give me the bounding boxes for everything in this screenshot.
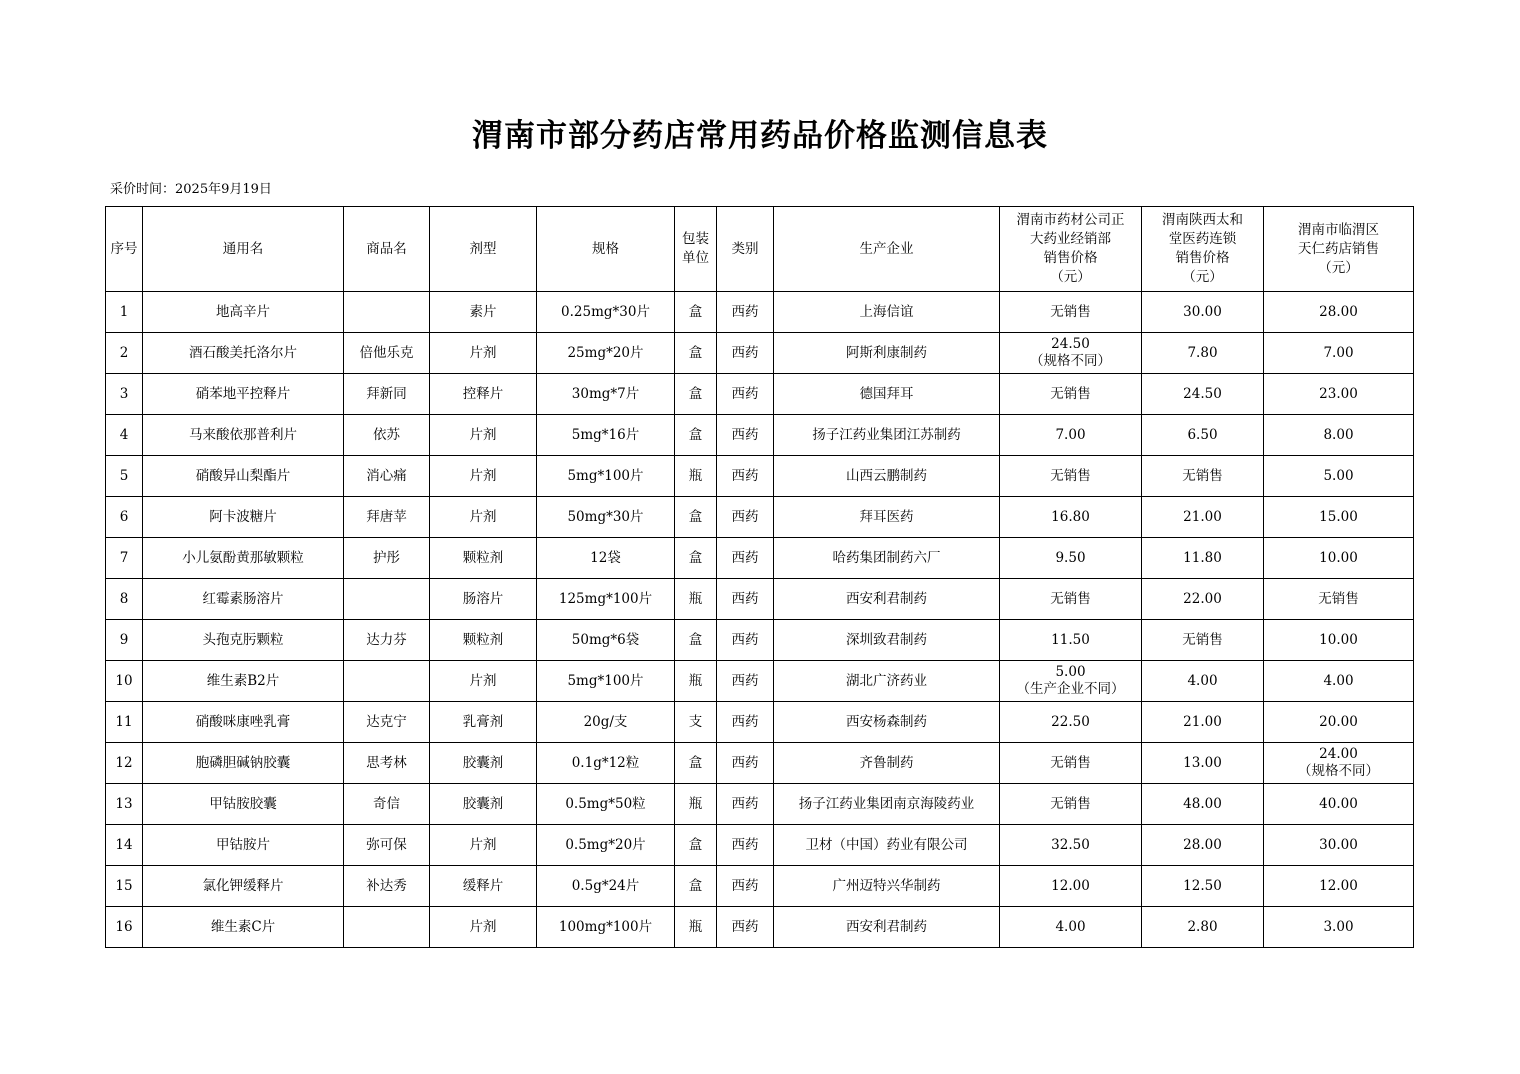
col-package-unit-cell: 盒 [675, 620, 717, 661]
col-category-cell: 西药 [717, 661, 774, 702]
col-manufacturer-cell: 扬子江药业集团南京海陵药业 [774, 784, 1000, 825]
col-specification-cell: 125mg*100片 [537, 579, 675, 620]
col-brand-name-cell: 依苏 [344, 415, 430, 456]
col-generic-name-cell: 维生素C片 [143, 907, 344, 948]
page-title: 渭南市部分药店常用药品价格监测信息表 [472, 118, 1048, 154]
col-brand-name-cell: 达克宁 [344, 702, 430, 743]
table-row [106, 497, 1414, 538]
col-brand-name-cell: 达力芬 [344, 620, 430, 661]
col-dosage-form-cell: 控释片 [430, 374, 537, 415]
col-price-store-2-cell: 21.00 [1142, 702, 1264, 743]
col-price-store-2-cell: 2.80 [1142, 907, 1264, 948]
col-category-cell: 西药 [717, 292, 774, 333]
col-specification-cell: 12袋 [537, 538, 675, 579]
col-price-store-2-cell: 30.00 [1142, 292, 1264, 333]
col-price-store-3-cell: 12.00 [1264, 866, 1414, 907]
col-brand-name-cell: 倍他乐克 [344, 333, 430, 374]
col-specification-header: 规格 [537, 207, 675, 292]
col-price-store-3-cell: 5.00 [1264, 456, 1414, 497]
col-dosage-form-cell: 素片 [430, 292, 537, 333]
col-price-store-3-cell: 无销售 [1264, 579, 1414, 620]
col-price-store-2-cell: 7.80 [1142, 333, 1264, 374]
col-category-cell: 西药 [717, 620, 774, 661]
col-price-store-3-cell: 8.00 [1264, 415, 1414, 456]
col-dosage-form-cell: 片剂 [430, 825, 537, 866]
col-index-cell: 6 [106, 497, 143, 538]
col-generic-name-cell: 红霉素肠溶片 [143, 579, 344, 620]
col-generic-name-cell: 酒石酸美托洛尔片 [143, 333, 344, 374]
col-package-unit-cell: 支 [675, 702, 717, 743]
col-dosage-form-cell: 片剂 [430, 456, 537, 497]
col-generic-name-cell: 硝苯地平控释片 [143, 374, 344, 415]
col-price-store-2-cell: 无销售 [1142, 456, 1264, 497]
col-brand-name-header: 商品名 [344, 207, 430, 292]
col-specification-cell: 0.5mg*50粒 [537, 784, 675, 825]
table-row [106, 784, 1414, 825]
col-price-store-3-cell: 7.00 [1264, 333, 1414, 374]
col-price-store-3-cell: 10.00 [1264, 620, 1414, 661]
table-row [106, 374, 1414, 415]
col-price-store-1-cell: 无销售 [1000, 292, 1142, 333]
col-category-cell: 西药 [717, 825, 774, 866]
col-category-cell: 西药 [717, 538, 774, 579]
col-generic-name-cell: 氯化钾缓释片 [143, 866, 344, 907]
col-generic-name-cell: 小儿氨酚黄那敏颗粒 [143, 538, 344, 579]
col-price-store-1-cell: 无销售 [1000, 579, 1142, 620]
col-price-store-2-cell: 24.50 [1142, 374, 1264, 415]
col-dosage-form-header: 剂型 [430, 207, 537, 292]
col-price-store-2-cell: 12.50 [1142, 866, 1264, 907]
price-note: （生产企业不同） [1016, 681, 1125, 697]
col-category-cell: 西药 [717, 456, 774, 497]
col-package-unit-cell: 瓶 [675, 784, 717, 825]
table-row [106, 743, 1414, 784]
col-brand-name-cell: 拜唐苹 [344, 497, 430, 538]
col-category-cell: 西药 [717, 374, 774, 415]
table-row [106, 620, 1414, 661]
col-dosage-form-cell: 片剂 [430, 333, 537, 374]
col-generic-name-cell: 头孢克肟颗粒 [143, 620, 344, 661]
col-package-unit-cell: 瓶 [675, 907, 717, 948]
col-dosage-form-cell: 颗粒剂 [430, 620, 537, 661]
price-note: （规格不同） [1298, 763, 1379, 779]
col-manufacturer-cell: 扬子江药业集团江苏制药 [774, 415, 1000, 456]
col-price-store-3-cell: 3.00 [1264, 907, 1414, 948]
table-row [106, 415, 1414, 456]
col-specification-cell: 0.5mg*20片 [537, 825, 675, 866]
col-package-unit-cell: 瓶 [675, 661, 717, 702]
col-generic-name-cell: 硝酸异山梨酯片 [143, 456, 344, 497]
col-index-cell: 8 [106, 579, 143, 620]
col-index-cell: 1 [106, 292, 143, 333]
col-specification-cell: 5mg*100片 [537, 456, 675, 497]
col-dosage-form-cell: 片剂 [430, 497, 537, 538]
col-manufacturer-cell: 西安杨森制药 [774, 702, 1000, 743]
col-price-store-3-cell: 4.00 [1264, 661, 1414, 702]
col-price-store-3-cell: 10.00 [1264, 538, 1414, 579]
col-specification-cell: 25mg*20片 [537, 333, 675, 374]
col-manufacturer-cell: 阿斯利康制药 [774, 333, 1000, 374]
col-brand-name-cell: 护彤 [344, 538, 430, 579]
col-index-cell: 13 [106, 784, 143, 825]
col-specification-cell: 0.5g*24片 [537, 866, 675, 907]
price-note: （规格不同） [1030, 353, 1111, 369]
col-dosage-form-cell: 片剂 [430, 907, 537, 948]
table-row [106, 292, 1414, 333]
table-row [106, 333, 1414, 374]
col-specification-cell: 100mg*100片 [537, 907, 675, 948]
col-category-cell: 西药 [717, 497, 774, 538]
col-brand-name-cell: 思考林 [344, 743, 430, 784]
col-brand-name-cell [344, 579, 430, 620]
col-price-store-3-cell: 30.00 [1264, 825, 1414, 866]
col-price-store-2-cell: 无销售 [1142, 620, 1264, 661]
col-category-cell: 西药 [717, 866, 774, 907]
col-index-cell: 2 [106, 333, 143, 374]
col-category-cell: 西药 [717, 415, 774, 456]
col-price-store-1-cell: 无销售 [1000, 374, 1142, 415]
col-dosage-form-cell: 片剂 [430, 415, 537, 456]
col-specification-cell: 0.1g*12粒 [537, 743, 675, 784]
col-category-cell: 西药 [717, 907, 774, 948]
col-brand-name-cell [344, 661, 430, 702]
price-table [105, 206, 1414, 948]
col-brand-name-cell: 奇信 [344, 784, 430, 825]
col-index-cell: 4 [106, 415, 143, 456]
col-index-cell: 3 [106, 374, 143, 415]
table-row [106, 456, 1414, 497]
col-index-cell: 12 [106, 743, 143, 784]
col-price-store-1-cell: 9.50 [1000, 538, 1142, 579]
col-dosage-form-cell: 颗粒剂 [430, 538, 537, 579]
col-package-unit-cell: 盒 [675, 538, 717, 579]
col-price-store-3-header: 渭南市临渭区 天仁药店销售 （元） [1264, 207, 1414, 292]
col-specification-cell: 5mg*16片 [537, 415, 675, 456]
col-manufacturer-cell: 德国拜耳 [774, 374, 1000, 415]
col-price-store-1-header: 渭南市药材公司正 大药业经销部 销售价格 （元） [1000, 207, 1142, 292]
col-dosage-form-cell: 缓释片 [430, 866, 537, 907]
col-price-store-2-cell: 13.00 [1142, 743, 1264, 784]
col-index-cell: 15 [106, 866, 143, 907]
col-category-cell: 西药 [717, 333, 774, 374]
col-category-cell: 西药 [717, 579, 774, 620]
col-specification-cell: 5mg*100片 [537, 661, 675, 702]
col-manufacturer-cell: 深圳致君制药 [774, 620, 1000, 661]
col-generic-name-cell: 地高辛片 [143, 292, 344, 333]
col-index-cell: 9 [106, 620, 143, 661]
table-row [106, 702, 1414, 743]
col-package-unit-cell: 盒 [675, 415, 717, 456]
col-brand-name-cell [344, 292, 430, 333]
col-specification-cell: 50mg*6袋 [537, 620, 675, 661]
col-dosage-form-cell: 肠溶片 [430, 579, 537, 620]
col-package-unit-cell: 盒 [675, 374, 717, 415]
col-generic-name-cell: 阿卡波糖片 [143, 497, 344, 538]
col-price-store-1-cell: 无销售 [1000, 784, 1142, 825]
col-category-cell: 西药 [717, 702, 774, 743]
col-specification-cell: 30mg*7片 [537, 374, 675, 415]
col-package-unit-header: 包装 单位 [675, 207, 717, 292]
col-generic-name-cell: 胞磷胆碱钠胶囊 [143, 743, 344, 784]
col-index-cell: 7 [106, 538, 143, 579]
col-dosage-form-cell: 乳膏剂 [430, 702, 537, 743]
col-price-store-1-cell: 24.50 （规格不同） [1000, 333, 1142, 374]
col-price-store-3-cell: 23.00 [1264, 374, 1414, 415]
col-category-cell: 西药 [717, 784, 774, 825]
col-index-header: 序号 [106, 207, 143, 292]
col-package-unit-cell: 盒 [675, 333, 717, 374]
col-price-store-3-cell: 28.00 [1264, 292, 1414, 333]
col-index-cell: 5 [106, 456, 143, 497]
col-manufacturer-cell: 广州迈特兴华制药 [774, 866, 1000, 907]
table-header-row [106, 207, 1414, 292]
col-price-store-1-cell: 12.00 [1000, 866, 1142, 907]
table-row [106, 538, 1414, 579]
col-price-store-2-cell: 21.00 [1142, 497, 1264, 538]
col-index-cell: 10 [106, 661, 143, 702]
col-price-store-1-cell: 无销售 [1000, 456, 1142, 497]
col-price-store-2-header: 渭南陕西太和 堂医药连锁 销售价格 （元） [1142, 207, 1264, 292]
col-price-store-1-cell: 16.80 [1000, 497, 1142, 538]
col-brand-name-cell: 弥可保 [344, 825, 430, 866]
col-price-store-3-cell: 20.00 [1264, 702, 1414, 743]
col-manufacturer-cell: 上海信谊 [774, 292, 1000, 333]
col-price-store-1-cell: 4.00 [1000, 907, 1142, 948]
table-body [106, 292, 1414, 948]
col-price-store-1-cell: 5.00 （生产企业不同） [1000, 661, 1142, 702]
col-manufacturer-cell: 拜耳医药 [774, 497, 1000, 538]
table-row [106, 579, 1414, 620]
col-price-store-1-cell: 无销售 [1000, 743, 1142, 784]
col-package-unit-cell: 盒 [675, 866, 717, 907]
col-manufacturer-cell: 西安利君制药 [774, 579, 1000, 620]
col-price-store-2-cell: 28.00 [1142, 825, 1264, 866]
col-dosage-form-cell: 胶囊剂 [430, 743, 537, 784]
col-package-unit-cell: 盒 [675, 743, 717, 784]
col-price-store-3-cell: 15.00 [1264, 497, 1414, 538]
col-generic-name-cell: 甲钴胺胶囊 [143, 784, 344, 825]
col-index-cell: 14 [106, 825, 143, 866]
col-index-cell: 16 [106, 907, 143, 948]
col-price-store-2-cell: 48.00 [1142, 784, 1264, 825]
col-dosage-form-cell: 胶囊剂 [430, 784, 537, 825]
col-package-unit-cell: 瓶 [675, 579, 717, 620]
col-price-store-3-cell: 40.00 [1264, 784, 1414, 825]
col-manufacturer-cell: 湖北广济药业 [774, 661, 1000, 702]
col-package-unit-cell: 盒 [675, 825, 717, 866]
col-manufacturer-cell: 山西云鹏制药 [774, 456, 1000, 497]
col-price-store-1-cell: 7.00 [1000, 415, 1142, 456]
col-manufacturer-cell: 哈药集团制药六厂 [774, 538, 1000, 579]
col-price-store-1-cell: 32.50 [1000, 825, 1142, 866]
col-generic-name-cell: 甲钴胺片 [143, 825, 344, 866]
col-generic-name-cell: 维生素B2片 [143, 661, 344, 702]
col-generic-name-cell: 硝酸咪康唑乳膏 [143, 702, 344, 743]
col-manufacturer-header: 生产企业 [774, 207, 1000, 292]
col-index-cell: 11 [106, 702, 143, 743]
col-specification-cell: 50mg*30片 [537, 497, 675, 538]
col-brand-name-cell: 拜新同 [344, 374, 430, 415]
col-price-store-1-cell: 22.50 [1000, 702, 1142, 743]
col-specification-cell: 20g/支 [537, 702, 675, 743]
col-package-unit-cell: 盒 [675, 292, 717, 333]
table-row [106, 866, 1414, 907]
col-package-unit-cell: 盒 [675, 497, 717, 538]
col-generic-name-cell: 马来酸依那普利片 [143, 415, 344, 456]
table-row [106, 825, 1414, 866]
col-manufacturer-cell: 卫材（中国）药业有限公司 [774, 825, 1000, 866]
col-brand-name-cell: 补达秀 [344, 866, 430, 907]
col-manufacturer-cell: 齐鲁制药 [774, 743, 1000, 784]
col-price-store-2-cell: 11.80 [1142, 538, 1264, 579]
col-category-header: 类别 [717, 207, 774, 292]
col-brand-name-cell: 消心痛 [344, 456, 430, 497]
col-specification-cell: 0.25mg*30片 [537, 292, 675, 333]
col-price-store-1-cell: 11.50 [1000, 620, 1142, 661]
col-brand-name-cell [344, 907, 430, 948]
col-price-store-2-cell: 4.00 [1142, 661, 1264, 702]
table-row [106, 907, 1414, 948]
col-price-store-2-cell: 6.50 [1142, 415, 1264, 456]
col-price-store-3-cell: 24.00 （规格不同） [1264, 743, 1414, 784]
col-generic-name-header: 通用名 [143, 207, 344, 292]
col-price-store-2-cell: 22.00 [1142, 579, 1264, 620]
col-manufacturer-cell: 西安利君制药 [774, 907, 1000, 948]
col-package-unit-cell: 瓶 [675, 456, 717, 497]
col-category-cell: 西药 [717, 743, 774, 784]
price-collection-date: 采价时间：2025年9月19日 [110, 182, 272, 197]
col-dosage-form-cell: 片剂 [430, 661, 537, 702]
table-row [106, 661, 1414, 702]
